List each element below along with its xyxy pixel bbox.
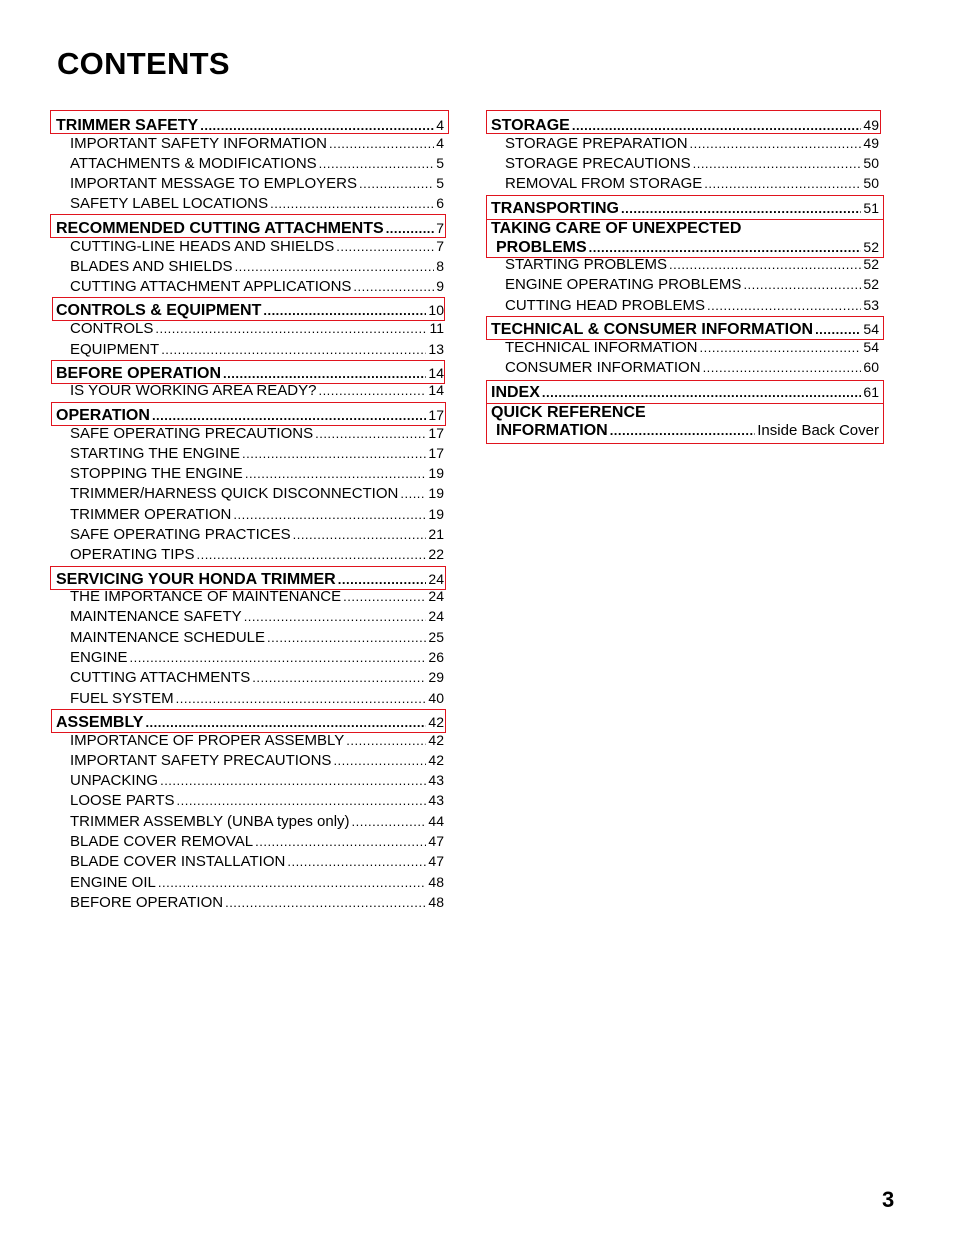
dot-leader — [610, 422, 756, 440]
dot-leader — [152, 407, 426, 425]
section-title: CONTROLS & EQUIPMENT — [56, 302, 262, 319]
dot-leader — [704, 175, 861, 193]
item-title: STORAGE PREPARATION — [505, 135, 688, 152]
item-title: IS YOUR WORKING AREA READY? — [70, 382, 317, 399]
page-ref: 11 — [429, 320, 444, 336]
dot-leader — [270, 195, 434, 213]
toc-item[interactable] — [56, 771, 444, 790]
page-ref: 54 — [863, 321, 879, 337]
toc-section-transporting[interactable] — [491, 199, 879, 218]
item-title: CUTTING-LINE HEADS AND SHIELDS — [70, 238, 335, 255]
section-title: QUICK REFERENCE — [491, 404, 646, 421]
toc-item[interactable] — [56, 257, 444, 276]
page-ref: 40 — [428, 690, 444, 706]
section-title: BEFORE OPERATION — [56, 365, 222, 382]
page-ref: 42 — [428, 752, 444, 768]
item-title: IMPORTANT MESSAGE TO EMPLOYERS — [70, 175, 358, 192]
page-ref: 19 — [428, 465, 444, 481]
item-title: EQUIPMENT — [70, 341, 160, 358]
dot-leader — [200, 117, 434, 135]
toc-item[interactable] — [56, 731, 444, 750]
toc-item[interactable] — [491, 174, 879, 193]
item-title: LOOSE PARTS — [70, 792, 175, 809]
dot-leader — [160, 772, 426, 790]
page-ref: 51 — [863, 200, 879, 216]
item-title: SAFE OPERATING PRACTICES — [70, 526, 291, 543]
toc-item[interactable] — [56, 751, 444, 770]
item-title: ENGINE OPERATING PROBLEMS — [505, 276, 742, 293]
item-title: CONTROLS — [70, 320, 154, 337]
page-ref: 7 — [436, 238, 444, 254]
toc-item[interactable] — [56, 444, 444, 463]
page-ref: 4 — [436, 117, 444, 133]
toc-item[interactable] — [56, 154, 444, 173]
item-title: STOPPING THE ENGINE — [70, 465, 243, 482]
dot-leader — [621, 200, 861, 218]
page-ref: 49 — [863, 135, 879, 151]
dot-leader — [400, 485, 426, 503]
dot-leader — [319, 155, 435, 173]
page-ref: 22 — [428, 546, 444, 562]
page-ref: 6 — [436, 195, 444, 211]
page-ref: 17 — [428, 445, 444, 461]
toc-item[interactable] — [56, 340, 444, 359]
dot-leader — [352, 813, 427, 831]
dot-leader — [252, 669, 426, 687]
page-ref: 52 — [863, 276, 879, 292]
item-title: SAFE OPERATING PRECAUTIONS — [70, 425, 314, 442]
dot-leader — [333, 752, 426, 770]
page-ref: 4 — [436, 135, 444, 151]
toc-section-trimmer-safety[interactable] — [56, 116, 444, 135]
page-ref: 14 — [428, 382, 444, 398]
page-ref: 24 — [428, 608, 444, 624]
dot-leader — [336, 238, 434, 256]
page-ref: 9 — [436, 278, 444, 294]
item-title: CUTTING HEAD PROBLEMS — [505, 297, 706, 314]
dot-leader — [386, 220, 435, 238]
page-ref: 7 — [436, 220, 444, 236]
toc-item[interactable] — [491, 134, 879, 153]
page-ref: 24 — [428, 571, 444, 587]
section-title: SERVICING YOUR HONDA TRIMMER — [56, 571, 336, 588]
section-title-line2-row — [491, 422, 879, 440]
page-ref: 52 — [863, 239, 879, 255]
page-ref: 47 — [428, 833, 444, 849]
page-ref: 8 — [436, 258, 444, 274]
dot-leader — [233, 506, 426, 524]
section-title-line2: INFORMATION — [496, 422, 608, 439]
item-title: OPERATING TIPS — [70, 546, 195, 563]
toc-section-taking-care-of-unexpected-problems[interactable] — [491, 220, 879, 257]
dot-leader — [690, 135, 862, 153]
toc-item[interactable] — [56, 628, 444, 647]
toc-item[interactable] — [56, 525, 444, 544]
page-ref: 50 — [863, 155, 879, 171]
toc-section-index[interactable] — [491, 383, 879, 402]
toc-item[interactable] — [56, 545, 444, 564]
item-title: FUEL SYSTEM — [70, 690, 174, 707]
toc-item[interactable] — [56, 319, 444, 338]
dot-leader — [703, 359, 862, 377]
item-title: IMPORTANT SAFETY INFORMATION — [70, 135, 327, 152]
page-ref: 19 — [428, 506, 444, 522]
dot-leader — [196, 546, 426, 564]
item-title: CUTTING ATTACHMENT APPLICATIONS — [70, 278, 352, 295]
toc-item[interactable] — [56, 607, 444, 626]
item-title: UNPACKING — [70, 772, 159, 789]
page-ref: 50 — [863, 175, 879, 191]
toc-item[interactable] — [491, 338, 879, 357]
toc-item[interactable] — [56, 194, 444, 213]
toc-section-controls-equipment[interactable] — [56, 301, 444, 320]
dot-leader — [267, 629, 426, 647]
toc-item[interactable] — [56, 134, 444, 153]
section-title: OPERATION — [56, 407, 150, 424]
page-ref: 14 — [428, 365, 444, 381]
toc-item[interactable] — [491, 275, 879, 294]
item-title: BLADE COVER REMOVAL — [70, 833, 254, 850]
page-ref: 53 — [863, 297, 879, 313]
dot-leader — [225, 894, 426, 912]
page-ref: 19 — [428, 485, 444, 501]
section-title: ASSEMBLY — [56, 714, 144, 731]
page-ref: 52 — [863, 256, 879, 272]
toc-item[interactable] — [56, 381, 444, 400]
page-ref: 44 — [428, 813, 444, 829]
item-title: STORAGE PRECAUTIONS — [505, 155, 691, 172]
dot-leader — [242, 445, 426, 463]
page-ref: 42 — [428, 714, 444, 730]
toc-item[interactable] — [56, 791, 444, 810]
item-title: STARTING PROBLEMS — [505, 256, 667, 273]
toc-section-recommended-cutting-attachments[interactable] — [56, 219, 444, 238]
item-title: ATTACHMENTS & MODIFICATIONS — [70, 155, 317, 172]
toc-item[interactable] — [56, 668, 444, 687]
page-ref: 24 — [428, 588, 444, 604]
item-title: TRIMMER ASSEMBLY (UNBA types only) — [70, 813, 350, 830]
item-title: TRIMMER OPERATION — [70, 506, 232, 523]
dot-leader — [130, 649, 427, 667]
page-ref: 25 — [428, 629, 444, 645]
toc-item[interactable] — [491, 296, 879, 315]
dot-leader — [287, 853, 426, 871]
page-ref: 10 — [428, 302, 444, 318]
page-ref: 26 — [428, 649, 444, 665]
item-title: TRIMMER/HARNESS QUICK DISCONNECTION — [70, 485, 399, 502]
item-title: BLADES AND SHIELDS — [70, 258, 233, 275]
section-title: INDEX — [491, 384, 540, 401]
item-title: MAINTENANCE SCHEDULE — [70, 629, 266, 646]
toc-item[interactable] — [56, 464, 444, 483]
dot-leader — [315, 425, 426, 443]
dot-leader — [158, 874, 427, 892]
dot-leader — [359, 175, 434, 193]
dot-leader — [161, 341, 426, 359]
item-title: SAFETY LABEL LOCATIONS — [70, 195, 269, 212]
dot-leader — [346, 732, 426, 750]
page-ref: 54 — [863, 339, 879, 355]
toc-section-operation[interactable] — [56, 406, 444, 425]
item-title: CONSUMER INFORMATION — [505, 359, 701, 376]
dot-leader — [176, 690, 427, 708]
page-ref: 43 — [428, 772, 444, 788]
item-title: IMPORTANCE OF PROPER ASSEMBLY — [70, 732, 345, 749]
toc-item[interactable] — [56, 424, 444, 443]
dot-leader — [353, 278, 434, 296]
toc-item[interactable] — [56, 237, 444, 256]
page-ref: 49 — [863, 117, 879, 133]
section-title-line2: PROBLEMS — [496, 239, 587, 256]
item-title: CUTTING ATTACHMENTS — [70, 669, 251, 686]
page-ref: 13 — [428, 341, 444, 357]
toc-item[interactable] — [56, 648, 444, 667]
toc-item[interactable] — [56, 277, 444, 296]
dot-leader — [145, 714, 426, 732]
dot-leader — [693, 155, 862, 173]
toc-item[interactable] — [56, 832, 444, 851]
dot-leader — [235, 258, 435, 276]
page-ref: 61 — [863, 384, 879, 400]
item-title: STARTING THE ENGINE — [70, 445, 241, 462]
dot-leader — [255, 833, 426, 851]
page-ref: 17 — [428, 425, 444, 441]
dot-leader — [329, 135, 434, 153]
item-title: BLADE COVER INSTALLATION — [70, 853, 286, 870]
item-title: THE IMPORTANCE OF MAINTENANCE — [70, 588, 342, 605]
toc-item[interactable] — [56, 873, 444, 892]
dot-leader — [743, 276, 861, 294]
dot-leader — [815, 321, 861, 339]
page-ref: 17 — [428, 407, 444, 423]
dot-leader — [572, 117, 862, 135]
dot-leader — [318, 382, 426, 400]
section-title: TECHNICAL & CONSUMER INFORMATION — [491, 321, 814, 338]
dot-leader — [542, 384, 862, 402]
toc-section-technical-consumer-information[interactable] — [491, 320, 879, 339]
toc-section-quick-reference-information[interactable] — [491, 404, 879, 440]
page-ref: 48 — [428, 894, 444, 910]
toc-section-storage[interactable] — [491, 116, 879, 135]
section-title: TRIMMER SAFETY — [56, 117, 199, 134]
toc-item[interactable] — [56, 852, 444, 871]
page-ref: 29 — [428, 669, 444, 685]
toc-item[interactable] — [491, 255, 879, 274]
dot-leader — [245, 465, 427, 483]
section-title: STORAGE — [491, 117, 570, 134]
page-ref: 21 — [428, 526, 444, 542]
toc-section-assembly[interactable] — [56, 713, 444, 732]
toc-item[interactable] — [56, 587, 444, 606]
item-title: IMPORTANT SAFETY PRECAUTIONS — [70, 752, 332, 769]
toc-item[interactable] — [56, 174, 444, 193]
dot-leader — [343, 588, 426, 606]
dot-leader — [707, 297, 861, 315]
item-title: BEFORE OPERATION — [70, 894, 224, 911]
page-ref: 60 — [863, 359, 879, 375]
toc-item[interactable] — [56, 812, 444, 831]
dot-leader — [263, 302, 426, 320]
page-ref: 42 — [428, 732, 444, 748]
dot-leader — [700, 339, 862, 357]
toc-item[interactable] — [491, 358, 879, 377]
dot-leader — [669, 256, 861, 274]
page-ref: 43 — [428, 792, 444, 808]
page-title: CONTENTS — [57, 46, 230, 81]
toc-item[interactable] — [491, 154, 879, 173]
page-number: 3 — [882, 1187, 895, 1212]
dot-leader — [244, 608, 427, 626]
item-title: ENGINE OIL — [70, 874, 156, 891]
page-ref: 47 — [428, 853, 444, 869]
dot-leader — [176, 792, 426, 810]
dot-leader — [293, 526, 427, 544]
page-ref: 5 — [436, 175, 444, 191]
dot-leader — [155, 320, 427, 338]
toc-item[interactable] — [56, 484, 444, 503]
page-ref: 5 — [436, 155, 444, 171]
section-title: TRANSPORTING — [491, 200, 619, 217]
section-title: RECOMMENDED CUTTING ATTACHMENTS — [56, 220, 384, 237]
toc-item[interactable] — [56, 893, 444, 912]
item-title: REMOVAL FROM STORAGE — [505, 175, 703, 192]
section-title: TAKING CARE OF UNEXPECTED — [491, 220, 742, 237]
item-title: ENGINE — [70, 649, 128, 666]
toc-item[interactable] — [56, 689, 444, 708]
toc-item[interactable] — [56, 505, 444, 524]
page-ref: Inside Back Cover — [757, 422, 879, 439]
item-title: MAINTENANCE SAFETY — [70, 608, 242, 625]
page-ref: 48 — [428, 874, 444, 890]
item-title: TECHNICAL INFORMATION — [505, 339, 698, 356]
